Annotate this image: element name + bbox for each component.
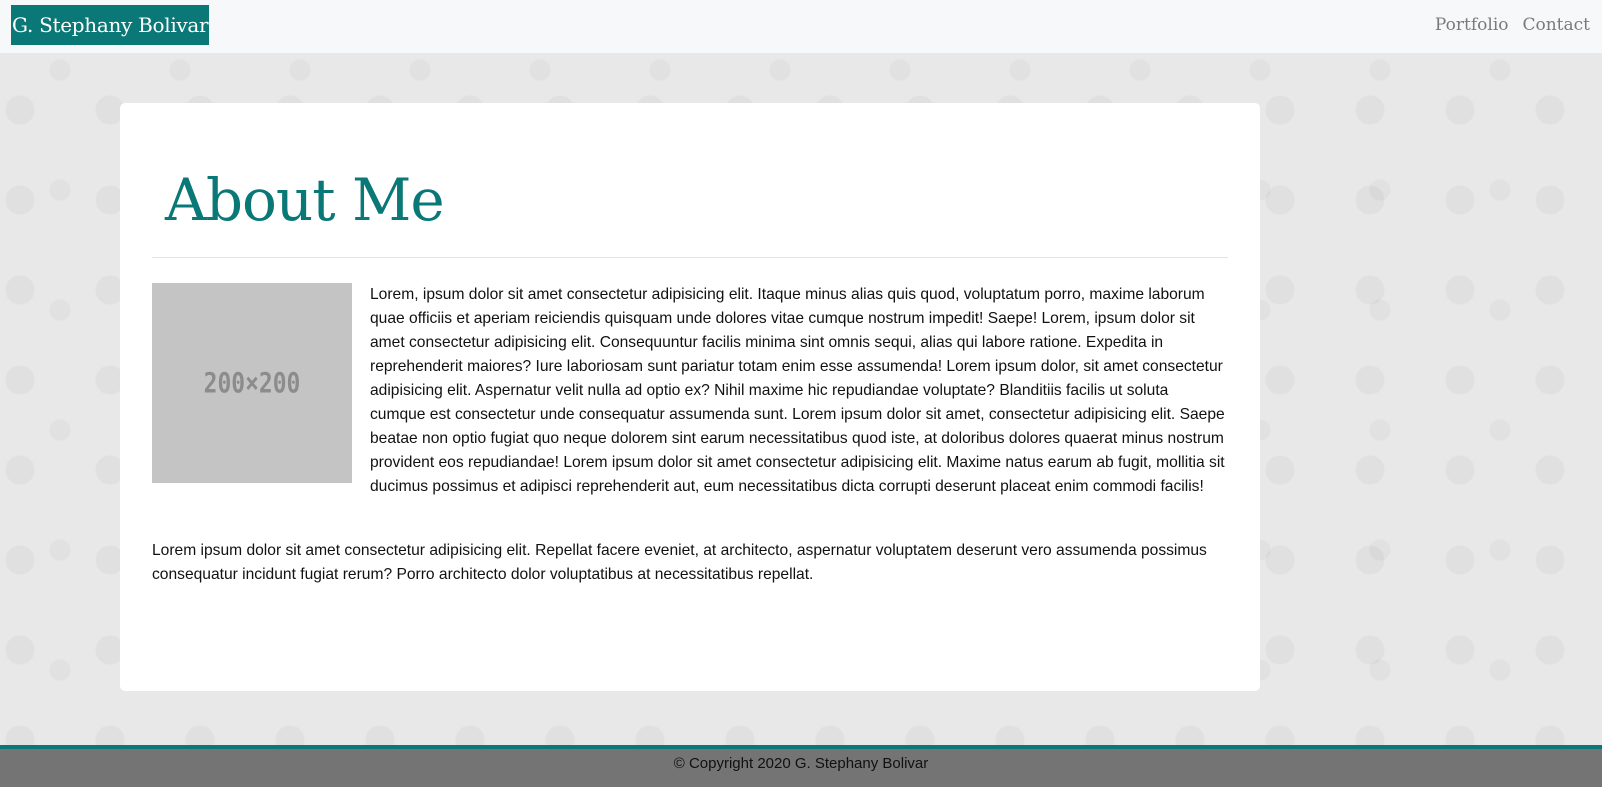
footer	[0, 745, 1602, 787]
page-title: About Me	[165, 166, 444, 234]
navbar	[0, 0, 1602, 53]
about-paragraph-1: Lorem, ipsum dolor sit amet consectetur adipisicing elit. Itaque minus alias quis quod, voluptatum porro, maxime laborum quae officiis et aperiam reiciendis quisquam unde dolores vitae cumque nostrum impedit! Saepe! Lorem, ipsum dolor sit amet consectetur adipisicing elit. Consequuntur facilis minima sint omnis sequi, alias qui labore ratione. Expedita in reprehenderit maiores? Iure laboriosam sunt pariatur totam enim esse assumenda! Lorem ipsum dolor, sit amet consectetur adipisicing elit. Aspernatur velit nulla ad optio ex? Nihil maxime hic repudiandae voluptate? Blanditiis facilis ut soluta cumque est consectetur unde consequatur assumenda sunt. Lorem ipsum dolor sit amet, consectetur adipisicing elit. Saepe beatae non optio fugiat quo neque dolorem sint earum necessitatibus quod iste, at doloribus dolores quaerat minus nostrum provident eos repudiandae! Lorem ipsum dolor sit amet consectetur adipisicing elit. Maxime natus earum ab fugit, mollitia sit ducimus possimus et adipisci reprehenderit aut, eum necessitatibus dicta corrupti deserunt placeat enim commodi facilis!	[370, 286, 1225, 495]
about-paragraph-2: Lorem ipsum dolor sit amet consectetur adipisicing elit. Repellat facere eveniet, at architecto, aspernatur voluptatem deserunt vero assumenda possimus consequatur incidunt fugiat rerum? Porro architecto dolor voluptatibus at necessitatibus repellat.	[152, 542, 1207, 583]
about-content	[152, 283, 1228, 627]
image-placeholder-label: 200×200	[203, 366, 301, 399]
nav-links	[1435, 13, 1590, 37]
nav-link-contact[interactable]: Contact	[1522, 15, 1590, 35]
copyright-text: © Copyright 2020 G. Stephany Bolivar	[673, 755, 929, 772]
brand-link[interactable]: G. Stephany Bolivar	[11, 5, 209, 45]
title-divider	[152, 257, 1228, 258]
nav-link-portfolio[interactable]: Portfolio	[1434, 15, 1509, 35]
profile-image-placeholder	[152, 283, 352, 483]
